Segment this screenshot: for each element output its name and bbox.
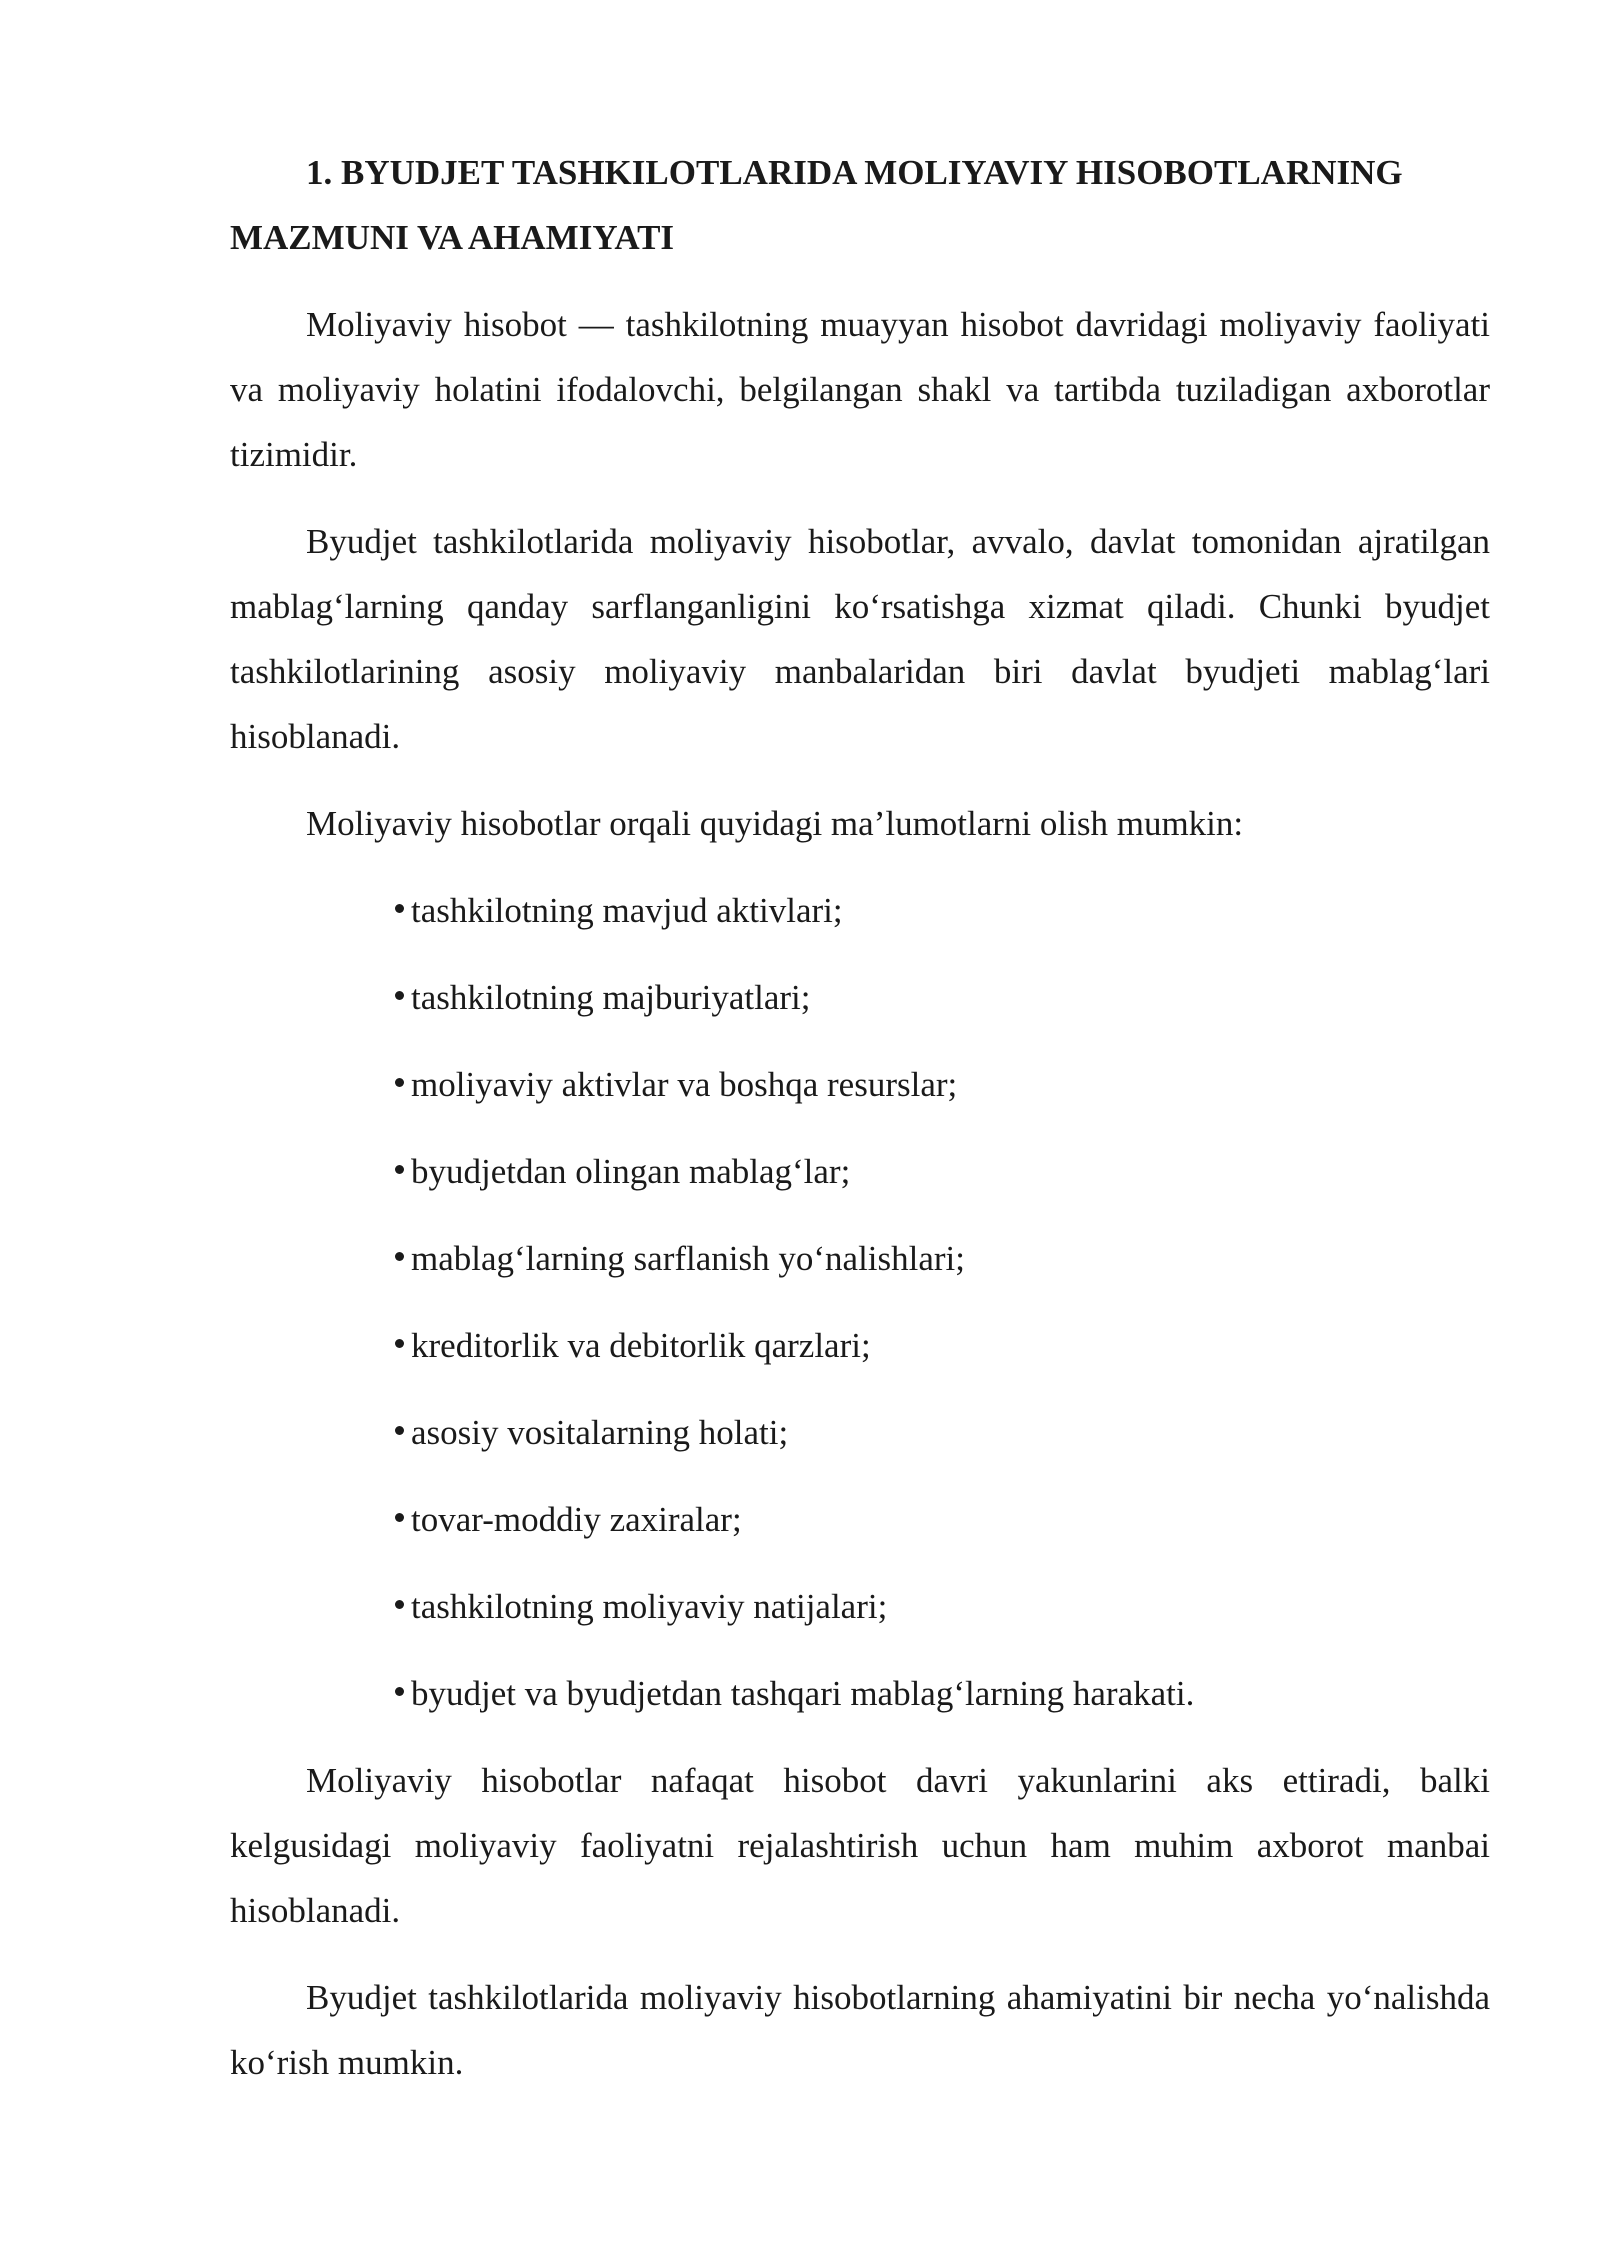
list-item [395, 1487, 1490, 1552]
list-item [395, 1052, 1490, 1117]
paragraph-purpose: Byudjet tashkilotlarida moliyaviy hisobotlar, avvalo, davlat tomonidan ajratilgan mablag‘larning qanday sarflanganligini ko‘rsatishga xizmat qiladi. Chunki byudjet tashkilotlarining asosiy moliyaviy manbalaridan biri davlat byudjeti mablag‘lari hisoblanadi. [230, 522, 1490, 756]
list-item-text: tashkilotning moliyaviy natijalari; [411, 1587, 888, 1626]
paragraph-importance: Byudjet tashkilotlarida moliyaviy hisobotlarning ahamiyatini bir necha yo‘nalishda ko‘rish mumkin. [230, 1978, 1490, 2082]
list-item-text: mablag‘larning sarflanish yo‘nalishlari; [411, 1239, 966, 1278]
list-item [395, 1139, 1490, 1204]
document-page [230, 140, 1490, 2095]
bullet-icon [395, 1513, 404, 1522]
bullet-icon [395, 1078, 404, 1087]
list-item [395, 1400, 1490, 1465]
list-item [395, 1226, 1490, 1291]
list-item [395, 1313, 1490, 1378]
bullet-list [230, 878, 1490, 1726]
paragraph-planning: Moliyaviy hisobotlar nafaqat hisobot davri yakunlarini aks ettiradi, balki kelgusidagi moliyaviy faoliyatni rejalashtirish uchun ham muhim axborot manbai hisoblanadi. [230, 1761, 1490, 1930]
bullet-icon [395, 904, 404, 913]
list-item [395, 965, 1490, 1030]
list-item-text: tashkilotning majburiyatlari; [411, 978, 811, 1017]
list-item-text: tovar-moddiy zaxiralar; [411, 1500, 742, 1539]
list-item-text: byudjet va byudjetdan tashqari mablag‘larning harakati. [411, 1674, 1195, 1713]
list-item [395, 1661, 1490, 1726]
list-item [395, 878, 1490, 943]
list-item [395, 1574, 1490, 1639]
list-item-text: kreditorlik va debitorlik qarzlari; [411, 1326, 871, 1365]
list-item-text: asosiy vositalarning holati; [411, 1413, 789, 1452]
bullet-icon [395, 1426, 404, 1435]
bullet-icon [395, 991, 404, 1000]
list-item-text: moliyaviy aktivlar va boshqa resurslar; [411, 1065, 958, 1104]
section-heading: 1. BYUDJET TASHKILOTLARIDA MOLIYAVIY HISOBOTLARNING MAZMUNI VA AHAMIYATI [230, 153, 1403, 257]
bullet-icon [395, 1252, 404, 1261]
bullet-icon [395, 1339, 404, 1348]
bullet-icon [395, 1600, 404, 1609]
list-item-text: byudjetdan olingan mablag‘lar; [411, 1152, 851, 1191]
list-item-text: tashkilotning mavjud aktivlari; [411, 891, 843, 930]
paragraph-list-intro: Moliyaviy hisobotlar orqali quyidagi ma’lumotlarni olish mumkin: [306, 804, 1244, 843]
paragraph-definition: Moliyaviy hisobot — tashkilotning muayyan hisobot davridagi moliyaviy faoliyati va moliyaviy holatini ifodalovchi, belgilangan shakl va tartibda tuziladigan axborotlar tizimidir. [230, 305, 1490, 474]
bullet-icon [395, 1165, 404, 1174]
bullet-icon [395, 1687, 404, 1696]
